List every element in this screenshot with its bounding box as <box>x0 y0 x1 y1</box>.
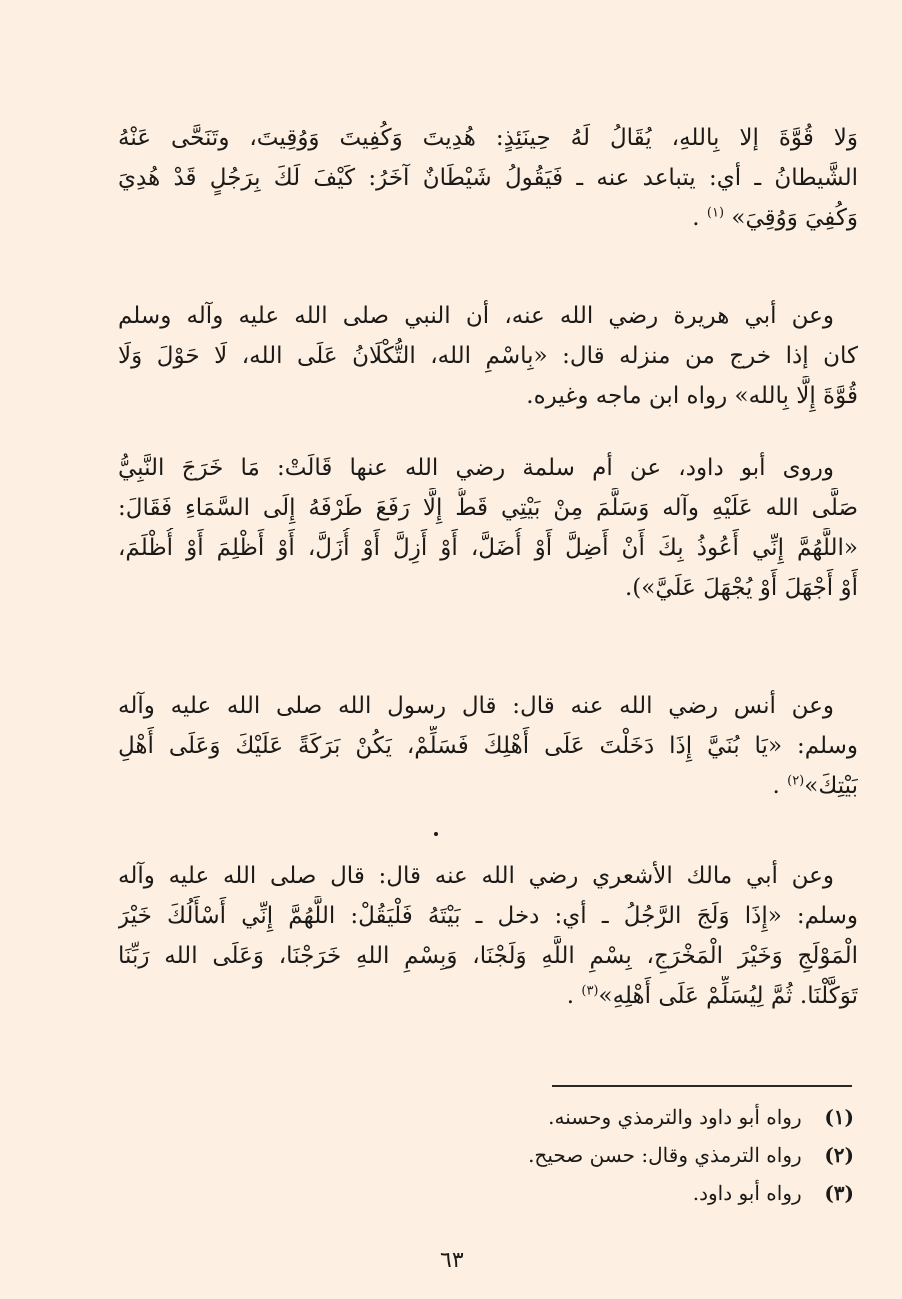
sentence-end: . <box>566 983 575 1009</box>
sentence-end: . <box>772 773 780 799</box>
page-number: ٦٣ <box>440 1248 464 1273</box>
footnote-number: (١) <box>824 1105 854 1129</box>
text-line: قُوَّةَ إِلَّا بِالله» رواه ابن ماجه وغيره. <box>526 383 858 409</box>
text-line <box>118 976 858 1016</box>
paragraph-4 <box>118 686 858 806</box>
footnote-number: (٢) <box>824 1143 854 1167</box>
text-fragment: وَكُفِيَ وَوُقِيَ» <box>731 205 858 231</box>
text-line: وعن أبي هريرة رضي الله عنه، أن النبي صلى الله عليه وآله وسلم <box>118 303 834 329</box>
text-line: وسلم: «يَا بُنَيَّ إِذَا دَخَلْتَ عَلَى أَهْلِكَ فَسَلِّمْ، يَكُنْ بَرَكَةً عَلَيْكَ وَعَلَى أَهْلِ <box>118 733 858 759</box>
text-line: وعن أنس رضي الله عنه قال: قال رسول الله صلى الله عليه وآله <box>118 693 834 719</box>
footnote-number: (٣) <box>824 1181 854 1205</box>
text-line: كان إذا خرج من منزله قال: «بِاسْمِ الله، التُّكْلَانُ عَلَى الله، لَا حَوْلَ وَلَا <box>118 343 858 369</box>
text-line: وسلم: «إِذَا وَلَجَ الرَّجُلُ ـ أي: دخل ـ بَيْتَهُ فَلْيَقُلْ: اللَّهُمَّ إِنِّي أَسْأَلُكَ خَيْرَ <box>118 903 858 929</box>
text-line: الشَّيطانُ ـ أي: يتباعد عنه ـ فَيَقُولُ شَيْطَانٌ آخَرُ: كَيْفَ لَكَ بِرَجُلٍ قَدْ هُدِيَ <box>118 165 858 191</box>
footnote-1 <box>454 1098 854 1136</box>
text-fragment: تَوَكَّلْنَا. ثُمَّ لِيُسَلِّمْ عَلَى أَهْلِهِ» <box>598 983 858 1009</box>
text-line <box>118 198 858 238</box>
footnote-text: رواه الترمذي وقال: حسن صحيح. <box>528 1143 802 1167</box>
footnote-3 <box>454 1174 854 1212</box>
paragraph-1 <box>118 118 858 238</box>
text-line: صَلَّى الله عَلَيْهِ وآله وَسَلَّمَ مِنْ بَيْتِي قَطُّ إِلَّا رَفَعَ طَرْفَهُ إِلَى السَّمَاءِ فَقَالَ: <box>118 495 858 521</box>
sentence-end: . <box>692 205 700 231</box>
print-speck <box>434 832 438 836</box>
footnote-ref-3[interactable]: (٣) <box>581 983 599 999</box>
paragraph-2 <box>118 296 858 416</box>
text-fragment: بَيْتِكَ» <box>804 773 858 799</box>
text-line <box>118 766 858 806</box>
text-line: الْمَوْلَجِ وَخَيْرَ الْمَخْرَجِ، بِسْمِ اللَّهِ وَلَجْنَا، وَبِسْمِ اللهِ خَرَجْنَا، وَعَلَى الله رَبِّنَا <box>118 943 858 969</box>
footnote-text: رواه أبو داود والترمذي وحسنه. <box>548 1105 802 1129</box>
text-line: أَوْ أَجْهَلَ أَوْ يُجْهَلَ عَلَيَّ»). <box>625 575 858 601</box>
text-line: «اللَّهُمَّ إِنِّي أَعُوذُ بِكَ أَنْ أَضِلَّ أَوْ أُضَلَّ، أَوْ أَزِلَّ أَوْ أُزَلَّ، أَوْ أَظْلِمَ أَوْ أُظْلَمَ، <box>118 535 858 561</box>
paragraph-5 <box>118 856 858 1016</box>
footnotes <box>454 1098 854 1212</box>
footnote-text: رواه أبو داود. <box>692 1181 802 1205</box>
paragraph-3 <box>118 448 858 608</box>
text-line: وَلا قُوَّةَ إلا بِاللهِ، يُقَالُ لَهُ حِينَئِذٍ: هُدِيتَ وَكُفِيتَ وَوُقِيتَ، وتَنَحَّى عَنْهُ <box>118 125 858 151</box>
footnote-ref-1[interactable]: (١) <box>706 205 725 221</box>
footnote-separator-rule <box>552 1085 852 1087</box>
footnote-2 <box>454 1136 854 1174</box>
text-line: وروى أبو داود، عن أم سلمة رضي الله عنها قَالَتْ: مَا خَرَجَ النَّبِيُّ <box>118 455 834 481</box>
text-line: وعن أبي مالك الأشعري رضي الله عنه قال: قال صلى الله عليه وآله <box>118 863 834 889</box>
footnote-ref-2[interactable]: (٢) <box>787 773 805 789</box>
